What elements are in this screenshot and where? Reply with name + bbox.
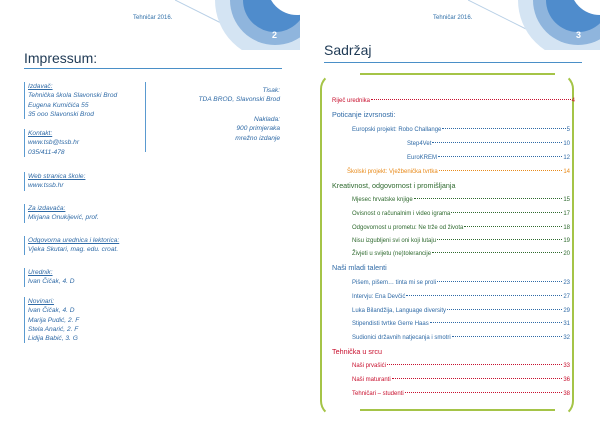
print-label: Tisak: bbox=[262, 87, 280, 94]
toc-page-number: 18 bbox=[563, 225, 570, 231]
toc-entry[interactable] bbox=[352, 280, 570, 286]
toc-page-number: 14 bbox=[563, 169, 570, 175]
toc-page-number: 36 bbox=[563, 377, 570, 383]
toc-page-number: 31 bbox=[563, 321, 570, 327]
journalist-line: Stela Anarić, 2. F bbox=[28, 325, 79, 333]
toc-entry-title: Luka Bilandžija, Language diversity bbox=[352, 308, 447, 314]
toc-entry-title: Intervju: Ena Devčić bbox=[352, 294, 406, 300]
toc-page-number: 29 bbox=[563, 308, 570, 314]
toc-entry-title: Školski projekt: Vježbenička tvrtka bbox=[347, 169, 438, 175]
title-underline bbox=[324, 62, 582, 63]
journalist-line: Marija Pudić, 2. F bbox=[28, 316, 80, 324]
page-number: 3 bbox=[576, 30, 582, 40]
toc-page-number: 4 bbox=[571, 98, 575, 104]
journalists-block bbox=[24, 297, 148, 343]
toc-entry-title: Sudionici državnih natjecanja i smotri bbox=[352, 335, 451, 341]
toc-entry[interactable] bbox=[352, 238, 570, 244]
toc-leader-dots bbox=[442, 128, 565, 129]
toc-entry[interactable] bbox=[352, 391, 570, 397]
toc-entry-title: Riječ urednika bbox=[332, 98, 371, 104]
toc-entry[interactable] bbox=[407, 141, 570, 147]
editor-label: Odgovorna urednica i lektorica: bbox=[28, 237, 120, 244]
toc-entry-title: Europski projekt: Robo Challange bbox=[352, 127, 442, 133]
journalists-label: Novinari: bbox=[28, 298, 55, 305]
toc-page-number: 19 bbox=[563, 238, 570, 244]
toc-entry-title: Pišem, pišem… tinta mi se proli bbox=[352, 280, 437, 286]
for-publisher-block bbox=[24, 204, 148, 223]
toc-leader-dots bbox=[451, 212, 562, 213]
page-title: Sadržaj bbox=[324, 42, 372, 58]
running-header: Tehničar 2016. bbox=[433, 15, 473, 21]
page-number: 2 bbox=[272, 30, 278, 40]
toc-entry-title: Živjeti u svijetu (ne)tolerancije bbox=[352, 251, 432, 257]
journalist-line: Ivan Čičak, 4. D bbox=[28, 307, 75, 315]
toc-leader-dots bbox=[432, 252, 562, 253]
toc-leader-dots bbox=[437, 281, 562, 282]
toc-leader-dots bbox=[432, 142, 562, 143]
journalist-line: Lidija Babić, 3. G bbox=[28, 335, 78, 343]
circulation-block bbox=[235, 115, 280, 143]
toc-frame-top bbox=[360, 73, 555, 75]
toc-entry[interactable] bbox=[352, 377, 570, 383]
toc-entry[interactable] bbox=[352, 321, 570, 327]
toc-entry-title: EuroKREM bbox=[407, 155, 438, 161]
toc-leader-dots bbox=[437, 239, 562, 240]
toc-page-number: 17 bbox=[563, 211, 570, 217]
editor-block bbox=[24, 236, 178, 255]
toc-entry[interactable] bbox=[352, 294, 570, 300]
toc-page-number: 15 bbox=[563, 197, 570, 203]
editor-line: Vjeka Skutari, mag. edu. croat. bbox=[28, 246, 119, 254]
toc-entry[interactable] bbox=[352, 197, 570, 203]
toc-entry[interactable] bbox=[352, 308, 570, 314]
toc-entry[interactable] bbox=[407, 155, 570, 161]
circulation-label: Naklada: bbox=[253, 116, 280, 123]
toc-entry-title: Ovisnost o računalnim i video igrama bbox=[352, 211, 451, 217]
publisher-label: Izdavač: bbox=[28, 83, 53, 90]
print-block bbox=[199, 86, 280, 105]
toc-page-number: 38 bbox=[563, 391, 570, 397]
corner-circles-decoration bbox=[175, 0, 300, 50]
toc-leader-dots bbox=[405, 392, 563, 393]
toc-page-number: 32 bbox=[563, 335, 570, 341]
website-block bbox=[24, 172, 148, 191]
toc-leader-dots bbox=[447, 309, 562, 310]
toc-leader-dots bbox=[452, 336, 563, 337]
website-label: Web stranica škole: bbox=[28, 173, 86, 180]
toc-entry-title: Naši prvašići bbox=[352, 363, 387, 369]
toc-page-number: 12 bbox=[563, 155, 570, 161]
for-publisher-line: Mirjana Onukijević, prof. bbox=[28, 214, 99, 222]
toc-entry[interactable] bbox=[352, 211, 570, 217]
publisher-line: Eugena Kumičića 55 bbox=[28, 101, 89, 109]
toc-leader-dots bbox=[414, 198, 563, 199]
toc-entry[interactable] bbox=[352, 335, 570, 341]
corner-circles-decoration bbox=[468, 0, 600, 50]
toc-frame-bottom bbox=[360, 409, 555, 411]
title-underline bbox=[24, 68, 282, 69]
editor2-label: Urednik: bbox=[28, 269, 53, 276]
contact-label: Kontakt: bbox=[28, 130, 53, 137]
toc-leader-dots bbox=[406, 295, 562, 296]
contact-line: www.tsb@tssb.hr bbox=[28, 139, 80, 147]
toc-section-heading: Poticanje izvrsnosti: bbox=[332, 110, 396, 119]
toc-entry-title: Nisu izgubljeni svi oni koji lutaju bbox=[352, 238, 437, 244]
toc-entry-title: Step4Vet bbox=[407, 141, 432, 147]
toc-leader-dots bbox=[464, 226, 562, 227]
toc-page-number: 23 bbox=[563, 280, 570, 286]
circulation-line: mrežno izdanje bbox=[235, 134, 280, 142]
publisher-line: 35 ooo Slavonski Brod bbox=[28, 110, 94, 118]
toc-leader-dots bbox=[392, 378, 563, 379]
running-header: Tehničar 2016. bbox=[133, 15, 173, 21]
print-line: TDA BROD, Slavonski Brod bbox=[198, 96, 280, 104]
toc-page-number: 33 bbox=[563, 363, 570, 369]
right-page bbox=[300, 0, 600, 424]
toc-page-number: 10 bbox=[563, 141, 570, 147]
toc-entry-title: Naši maturanti bbox=[352, 377, 391, 383]
divider-line bbox=[145, 82, 146, 152]
toc-leader-dots bbox=[430, 322, 563, 323]
toc-entry[interactable] bbox=[347, 169, 570, 175]
toc-entry-title: Odgovornost u prometu: Ne trže od života bbox=[352, 225, 464, 231]
publisher-block bbox=[24, 82, 148, 119]
page-title: Impressum: bbox=[24, 50, 98, 66]
toc-entry-title: Stipendisti tvrtke Gerre Haas bbox=[352, 321, 429, 327]
contact-block bbox=[24, 129, 148, 157]
toc-page-number: 5 bbox=[566, 127, 570, 133]
toc-entry[interactable] bbox=[352, 363, 570, 369]
editor2-block bbox=[24, 268, 148, 287]
circulation-line: 900 primjeraka bbox=[236, 125, 280, 133]
toc-entry[interactable] bbox=[332, 98, 575, 104]
toc-entry[interactable] bbox=[352, 251, 570, 257]
toc-leader-dots bbox=[439, 170, 563, 171]
toc-section-heading: Naši mladi talenti bbox=[332, 263, 387, 272]
toc-page-number: 20 bbox=[563, 251, 570, 257]
publisher-line: Tehnička škola Slavonski Brod bbox=[28, 92, 118, 100]
toc-page-number: 27 bbox=[563, 294, 570, 300]
toc-entry-title: Mjesec hrvatske knjige bbox=[352, 197, 413, 203]
editor2-line: Ivan Čičak, 4. D bbox=[28, 278, 75, 286]
toc-leader-dots bbox=[371, 99, 571, 100]
toc-section-heading: Tehnička u srcu bbox=[332, 347, 382, 356]
toc-leader-dots bbox=[438, 156, 562, 157]
toc-leader-dots bbox=[387, 364, 562, 365]
website-line: www.tssb.hr bbox=[28, 182, 64, 190]
toc-entry[interactable] bbox=[352, 127, 570, 133]
contact-line: 035/411-478 bbox=[28, 148, 65, 156]
toc-entry-title: Tehničari – studenti bbox=[352, 391, 404, 397]
toc-section-heading: Kreativnost, odgovornost i promišljanja bbox=[332, 181, 456, 190]
for-publisher-label: Za izdavača: bbox=[28, 205, 66, 212]
toc-entry[interactable] bbox=[352, 225, 570, 231]
